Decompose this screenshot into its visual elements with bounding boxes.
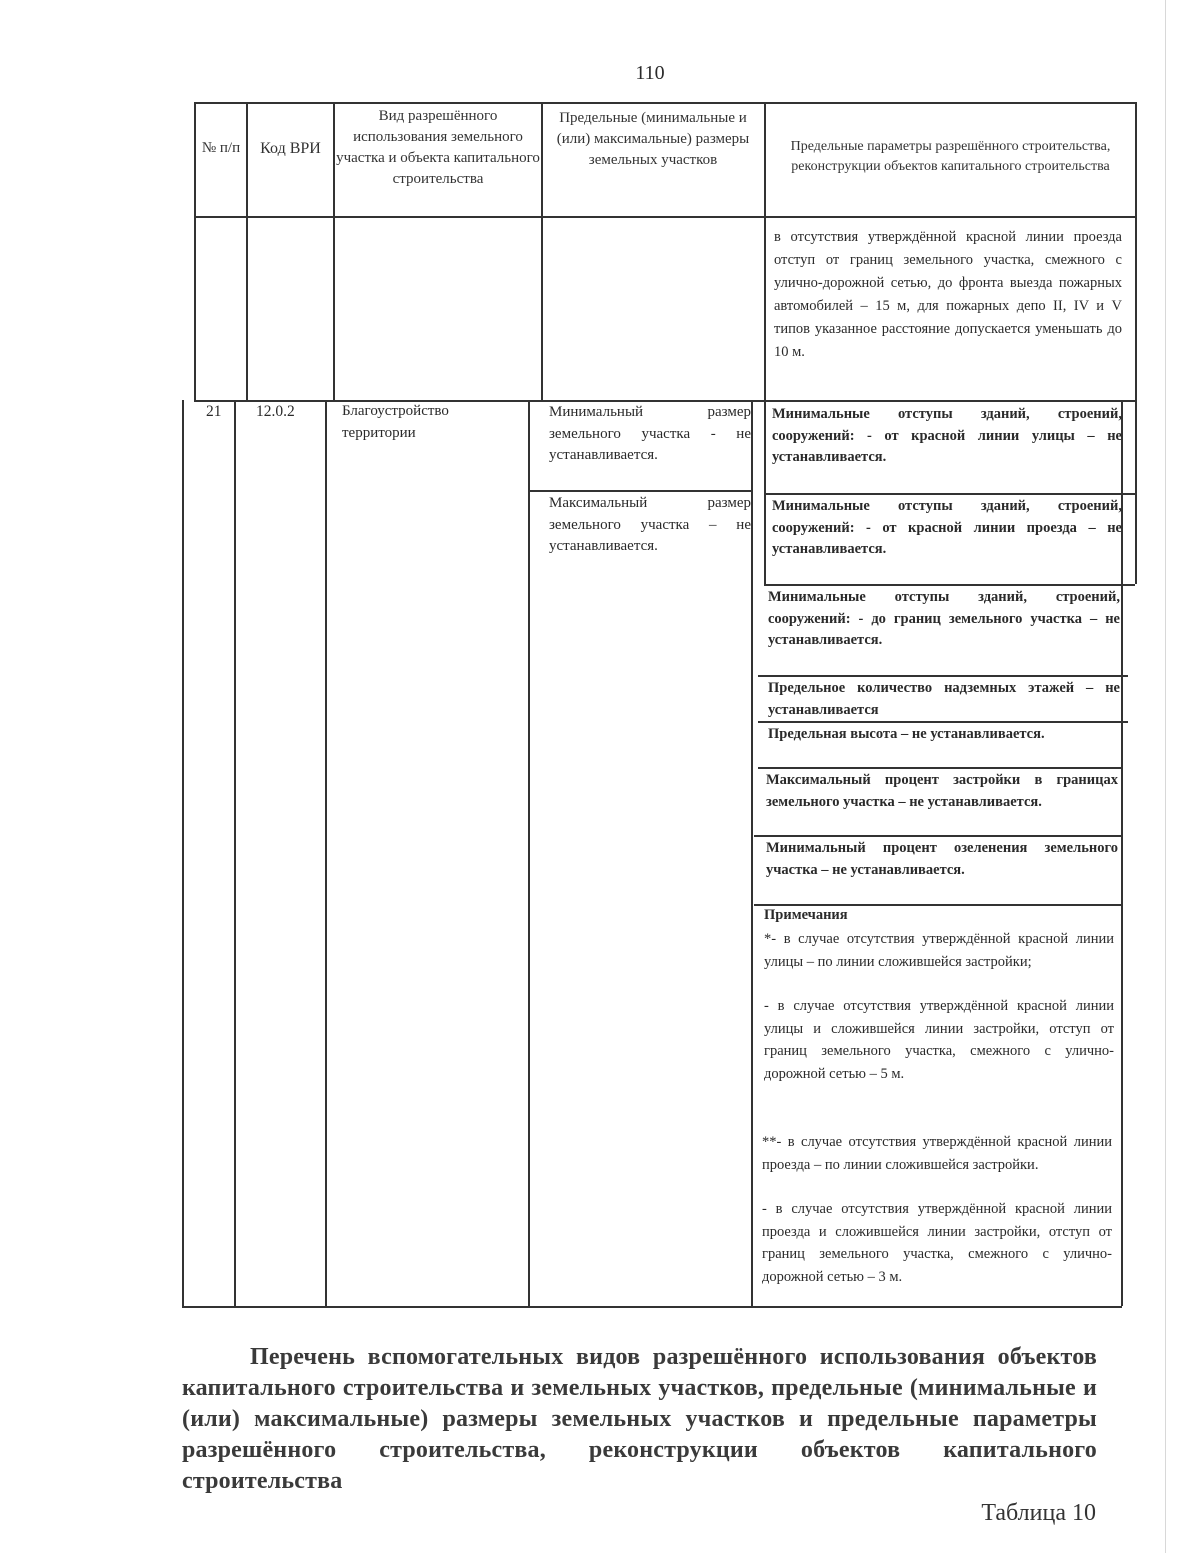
param-height: Предельная высота – не устанавливается.: [768, 726, 1045, 742]
table-caption: Таблица 10: [981, 1500, 1096, 1526]
param-setback-boundary: Минимальные отступы зданий, строений, сооружений: - до границ земельного участка – не устанавливается.: [768, 589, 1120, 648]
note-3: **- в случае отсутствия утверждённой красной линии проезда – по линии сложившейся застройки.: [762, 1134, 1112, 1173]
size-max: Максимальный размер земельного участка – не устанавливается.: [549, 495, 751, 554]
header-code: Код ВРИ: [260, 140, 321, 157]
size-min: Минимальный размер земельного участка - не устанавливается.: [549, 404, 751, 463]
note-1: *- в случае отсутствия утверждённой красной линии улицы – по линии сложившейся застройки;: [764, 931, 1114, 970]
header-plot-size: Предельные (минимальные и (или) максимальные) размеры земельных участков: [556, 110, 750, 168]
notes-title: Примечания: [764, 907, 848, 923]
param-setback-street: Минимальные отступы зданий, строений, сооружений: - от красной линии улицы – не устанавливается.: [772, 406, 1122, 465]
section-heading: Перечень вспомогательных видов разрешённого использования объектов капитального строительства и земельных участков, предельные (минимальные и (или) максимальные) размеры земельных участков и предельные параметры разрешённого строительства, реконструкции объектов капитального строительства: [182, 1344, 1097, 1494]
param-setback-passage: Минимальные отступы зданий, строений, сооружений: - от красной линии проезда – не устанавливается.: [772, 498, 1122, 557]
scan-edge: [1165, 0, 1166, 1553]
note-4: - в случае отсутствия утверждённой красной линии проезда и сложившейся линии застройки, отступ от границ земельного участка, смежного с улично-дорожной сетью – 3 м.: [762, 1201, 1112, 1285]
param-green-percent: Минимальный процент озеленения земельного участка – не устанавливается.: [766, 840, 1118, 878]
page-number: 110: [635, 62, 665, 84]
row-number: 21: [206, 403, 222, 420]
row-use-type: Благоустройство территории: [342, 403, 449, 441]
header-number: № п/п: [201, 140, 241, 156]
row-code: 12.0.2: [256, 403, 295, 420]
continuation-text: в отсутствия утверждённой красной линии проезда отступ от границ земельного участка, смежного с улично-дорожной сетью, до фронта выезда пожарных автомобилей – 15 м, для пожарных депо II, IV и V типов указанное расстояние допускается уменьшать до 10 м.: [774, 229, 1122, 360]
note-2: - в случае отсутствия утверждённой красной линии улицы и сложившейся линии застройки, отступ от границ земельного участка, смежного с улично-дорожной сетью – 5 м.: [764, 998, 1114, 1082]
header-use-type: Вид разрешённого использования земельного участка и объекта капитального строительства: [336, 108, 540, 187]
param-build-percent: Максимальный процент застройки в границах земельного участка – не устанавливается.: [766, 772, 1118, 810]
param-floors: Предельное количество надземных этажей – не устанавливается: [768, 680, 1120, 718]
header-build-params: Предельные параметры разрешённого строительства, реконструкции объектов капитального строительства: [790, 139, 1111, 174]
